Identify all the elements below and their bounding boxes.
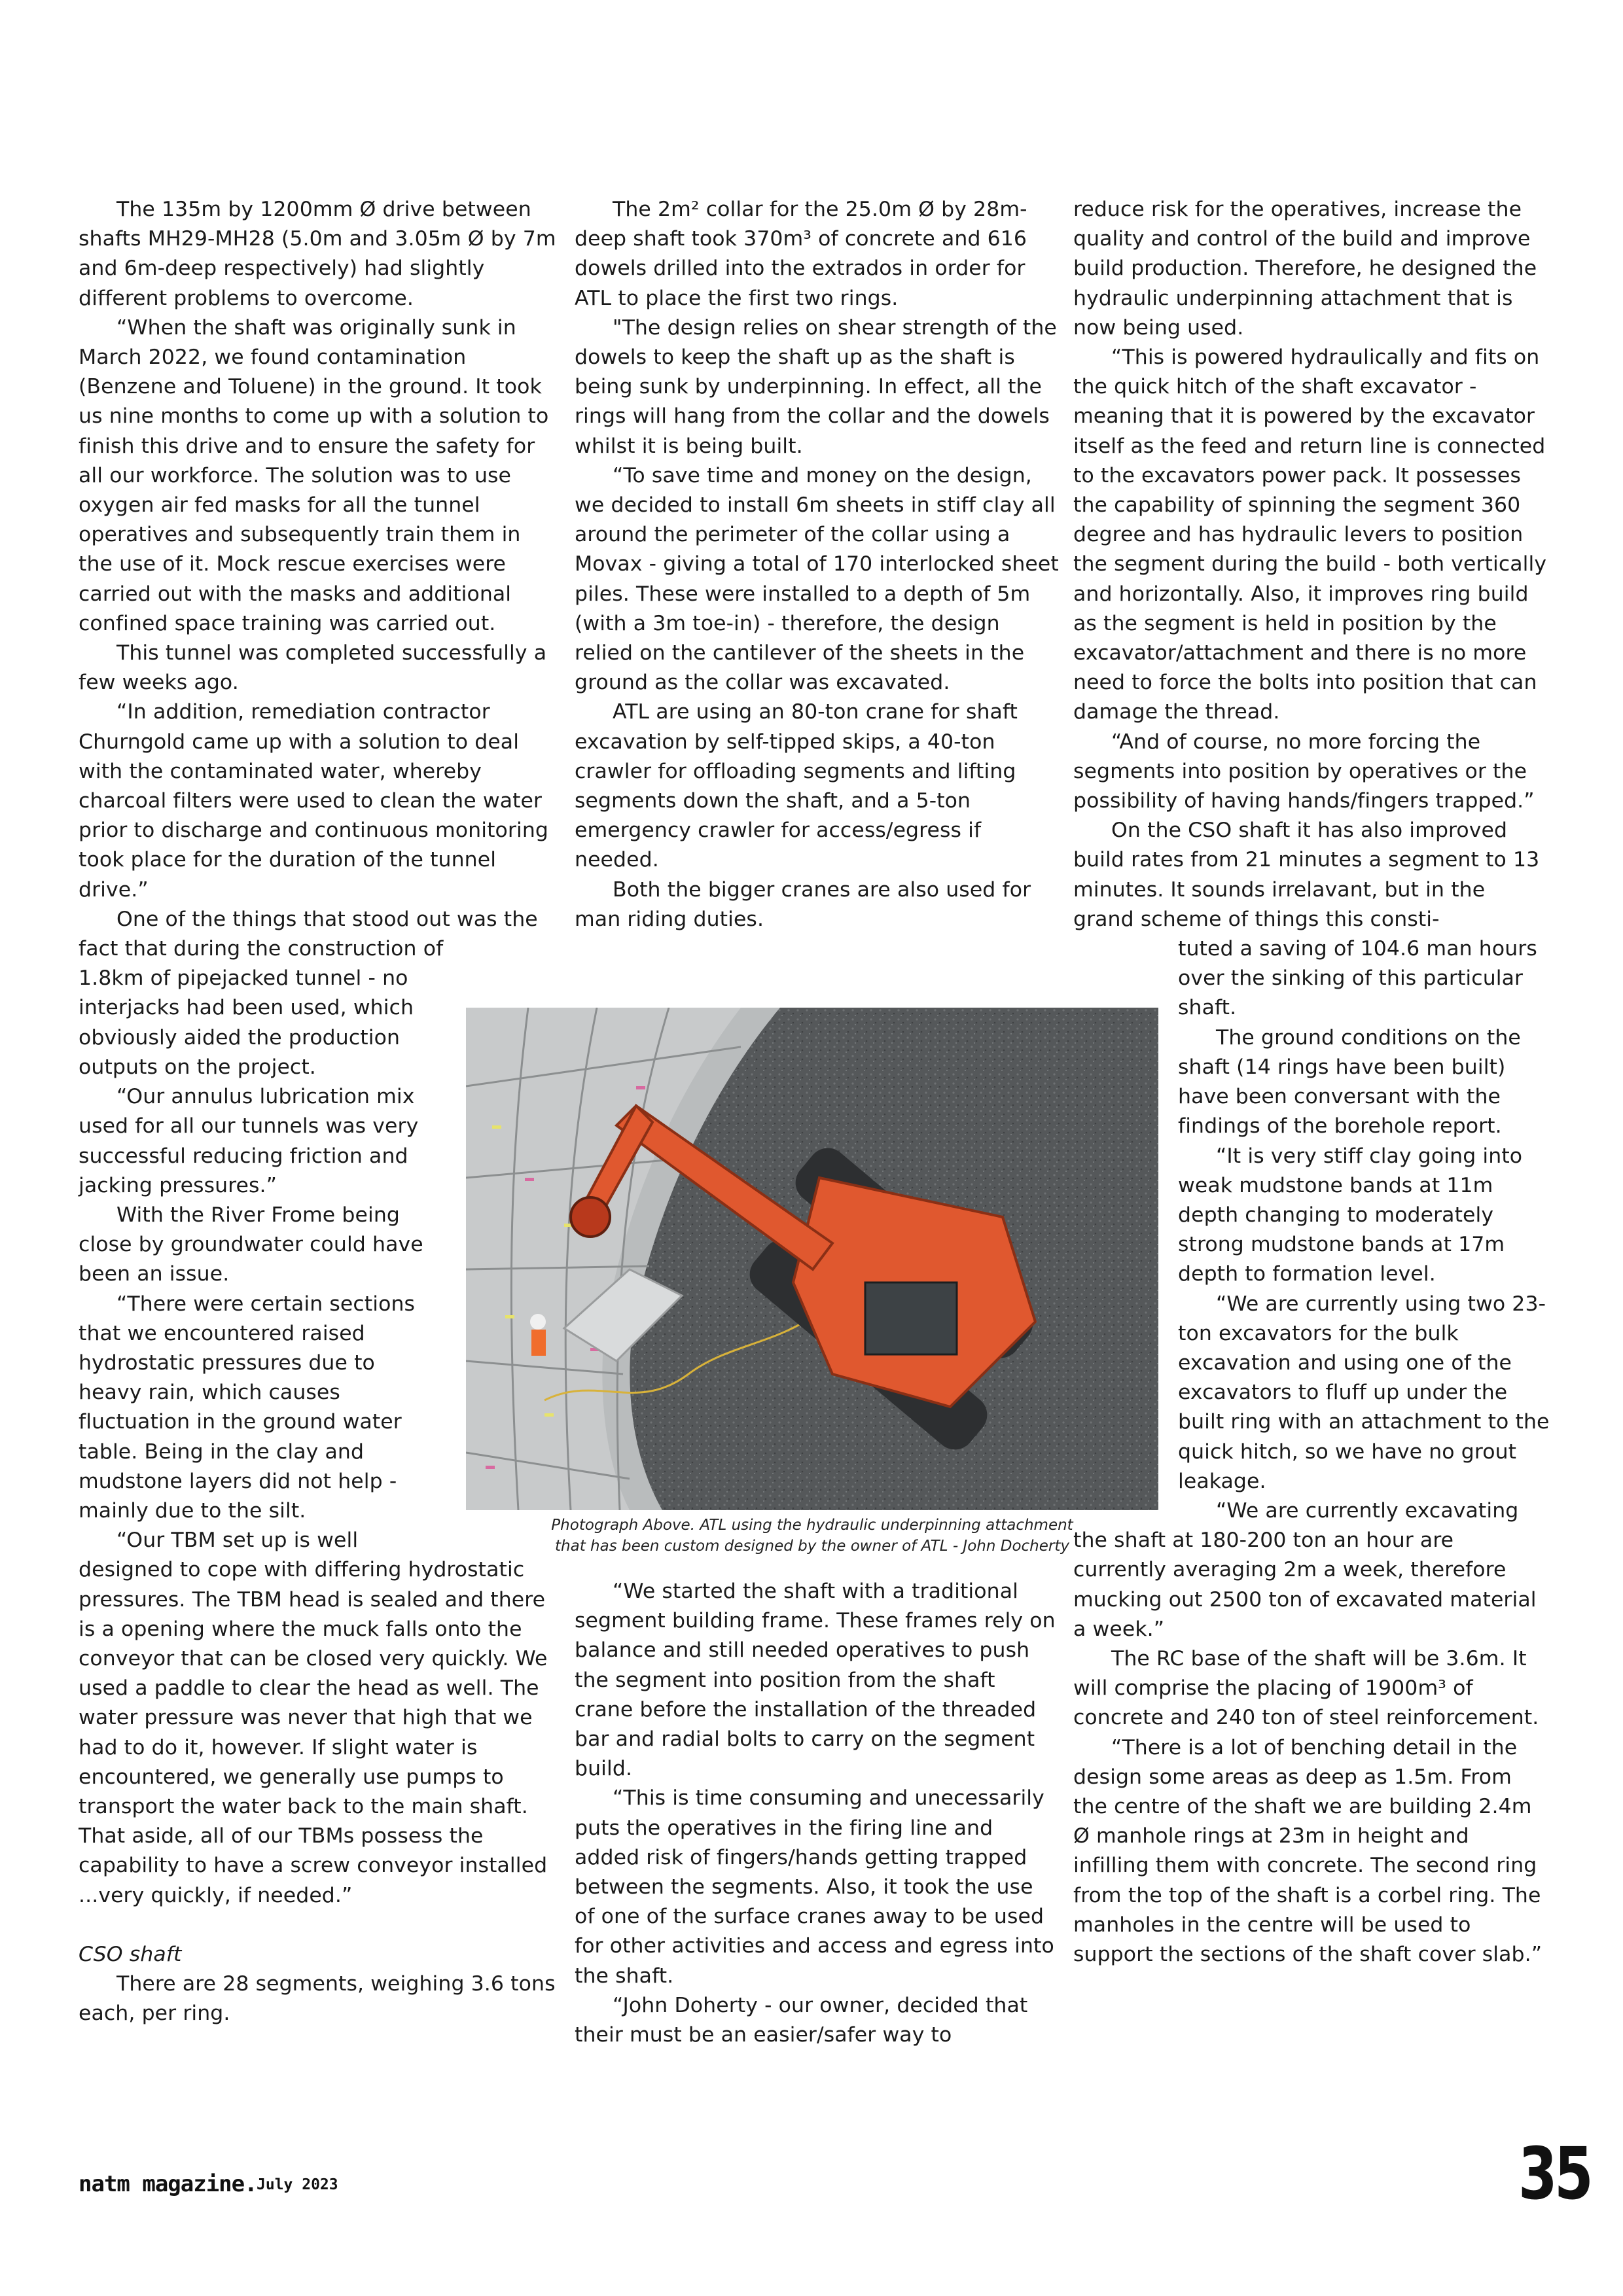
page-number: 35 xyxy=(1518,2132,1591,2216)
paragraph: “When the shaft was originally sunk in March 2022, we found contamination (Benzene and Toluene) in the ground. It took us nine months to come up with a solution to finish this drive and to ensure the safety for all our workforce. The solution was to use oxygen air fed masks for all the tunnel operatives and subsequently train them in the use of it. Mock rescue exercises were carried out with the masks and additional confined space training was carried out. xyxy=(79,315,549,635)
article-column-2-top xyxy=(575,195,1059,934)
photo-caption xyxy=(466,1515,1158,1557)
paragraph: There are 28 segments, weighing 3.6 tons each, per ring. xyxy=(79,1971,556,2026)
paragraph: The RC base of the shaft will be 3.6m. It will comprise the placing of 1900m³ of concrete and 240 ton of steel reinforcement. xyxy=(1073,1646,1539,1730)
caption-line: that has been custom designed by the owner of ATL - John Docherty xyxy=(555,1538,1069,1555)
paragraph: “Our TBM set up is well xyxy=(116,1528,359,1553)
paragraph: “And of course, no more forcing the segments into position by operatives or the possibility of having hands/fingers trapped.” xyxy=(1073,730,1535,813)
paragraph: the shaft at 180-200 ton an hour are currently averaging 2m a week, therefore mucking out 2500 ton of excavated material a week.” xyxy=(1073,1528,1537,1641)
paragraph: The 135m by 1200mm Ø drive between shafts MH29-MH28 (5.0m and 3.05m Ø by 7m and 6m-deep respectively) had slightly different problems to overcome. xyxy=(79,198,556,310)
paragraph: “We are currently excavating xyxy=(1216,1498,1519,1523)
narrow-text-block xyxy=(1178,934,1551,1526)
paragraph: With the River Frome being close by groundwater could have been an issue. xyxy=(79,1203,423,1286)
paragraph: “We started the shaft with a traditional segment building frame. These frames rely on balance and still needed operatives to push the segment into position from the shaft crane before the installation of the threaded bar and radial bolts to carry on the segment build. xyxy=(575,1580,1056,1781)
excavator-in-shaft-photo xyxy=(466,1008,1158,1510)
paragraph: “In addition, remediation contractor Churngold came up with a solution to deal with the contaminated water, whereby charcoal filters were used to clean the water prior to discharge and continuous monitoring took place for the duration of the tunnel drive.” xyxy=(79,700,548,902)
paragraph: On the CSO shaft it has also improved build rates from 21 minutes a segment to 13 minutes. It sounds irrelavant, but in the grand scheme of things this consti- xyxy=(1073,819,1540,931)
paragraph: “We are currently using two 23-ton excavators for the bulk excavation and using one of the excavators to fluff up under the built ring with an attachment to the quick hitch, so we have no grout leakage. xyxy=(1178,1292,1550,1493)
paragraph: “Our annulus lubrication mix used for all our tunnels was very successful reducing friction and jacking pressures.” xyxy=(79,1085,419,1197)
issue-date: July 2023 xyxy=(257,2176,338,2193)
paragraph: “There is a lot of benching detail in the design some areas as deep as 1.5m. From the centre of the shaft we are building 2.4m Ø manhole rings at 23m in height and infilling them with concrete. The second ring from the top of the shaft is a corbel ring. The manholes in the centre will be used to support the sections of the shaft cover slab.” xyxy=(1073,1735,1543,1966)
paragraph: One of the things that stood out was the fact that during the construction of xyxy=(79,907,538,961)
paragraph: ATL are using an 80-ton crane for shaft excavation by self-tipped skips, a 40-ton crawler for offloading segments and lifting segments down the shaft, and a 5-ton emergency crawler for access/egress if needed. xyxy=(575,700,1018,872)
caption-line: Photograph Above. ATL using the hydraulic underpinning attachment xyxy=(551,1517,1073,1534)
article-column-2-bottom xyxy=(575,1577,1059,2050)
paragraph: "The design relies on shear strength of the dowels to keep the shaft up as the shaft is being sunk by underpinning. In effect, all the rings will hang from the collar and the dowels whilst it is being built. xyxy=(575,315,1057,458)
paragraph: “This is time consuming and unecessarily puts the operatives in the firing line and added risk of fingers/hands getting trapped between the segments. Also, it took the use of one of the surface cranes away to be used for other activities and access and egress into the shaft. xyxy=(575,1786,1054,1988)
paragraph: The ground conditions on the shaft (14 rings have been built) have been conversant with the findings of the borehole report. xyxy=(1178,1025,1521,1139)
subheading: CSO shaft xyxy=(79,1942,182,1966)
paragraph: “To save time and money on the design, we decided to install 6m sheets in stiff clay all around the perimeter of the collar using a Movax - giving a total of 170 interlocked sheet piles. These were installed to a depth of 5m (with a 3m toe-in) - therefore, the design relied on the cantilever of the sheets in the ground as the collar was excavated. xyxy=(575,463,1059,695)
paragraph: 1.8km of pipejacked tunnel - no interjacks had been used, which obviously aided the production outputs on the project. xyxy=(79,966,414,1079)
narrow-text-block xyxy=(79,964,442,1555)
paragraph: “This is powered hydraulically and fits on the quick hitch of the shaft excavator - meaning that it is powered by the excavator itself as the feed and return line is connected to the excavators power pack. It possesses the capability of spinning the segment 360 degree and has hydraulic levers to position the segment during the build - both vertically and horizontally. Also, it improves ring build as the segment is held in position by the excavator/attachment and there is no more need to force the bolts into position that can damage the thread. xyxy=(1073,345,1547,724)
paragraph: reduce risk for the operatives, increase the quality and control of the build and improve build production. Therefore, he designed the hydraulic underpinning attachment that is now being used. xyxy=(1073,198,1537,340)
paragraph: Both the bigger cranes are also used for man riding duties. xyxy=(575,877,1031,931)
paragraph: tuted a saving of 104.6 man hours over the sinking of this particular shaft. xyxy=(1178,937,1537,1020)
magazine-name: natm magazine. xyxy=(79,2171,257,2197)
paragraph: “There were certain sections that we encountered raised hydrostatic pressures due to heavy rain, which causes fluctuation in the ground water table. Being in the clay and mudstone layers did not help - mainly due to the silt. xyxy=(79,1292,416,1523)
paragraph: “It is very stiff clay going into weak mudstone bands at 11m depth changing to moderately strong mudstone bands at 17m depth to formation level. xyxy=(1178,1144,1523,1286)
paragraph: “John Doherty - our owner, decided that their must be an easier/safer way to xyxy=(575,1993,1028,2047)
paragraph: The 2m² collar for the 25.0m Ø by 28m-deep shaft took 370m³ of concrete and 616 dowels drilled into the extrados in order for ATL to place the first two rings. xyxy=(575,198,1027,310)
paragraph: This tunnel was completed successfully a few weeks ago. xyxy=(79,641,547,695)
paragraph: designed to cope with differing hydrostatic pressures. The TBM head is sealed and there is a opening where the muck falls onto the conveyor that can be closed very quickly. We used a paddle to clear the head as well. The water pressure was never that high that we had to do it, however. If slight water is encountered, we generally use pumps to transport the water back to the main shaft. That aside, all of our TBMs possess the capability to have a screw conveyor installed ...very quickly, if needed.” xyxy=(79,1558,548,1907)
